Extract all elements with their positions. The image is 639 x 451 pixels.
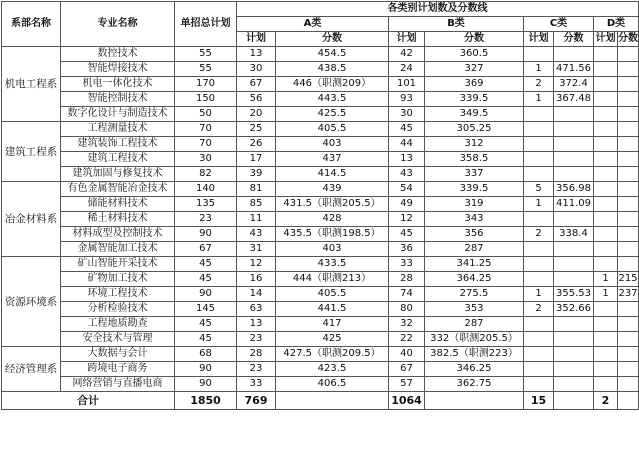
a-plan-cell: 12 [237,257,276,272]
table-row [2,332,639,347]
a-plan-cell: 17 [237,152,276,167]
b-plan-cell: 28 [389,272,425,287]
b-score-cell: 369 [425,77,524,92]
header-plan-total: 单招总计划 [175,2,237,47]
table-row [2,107,639,122]
d-score-cell [618,182,639,197]
d-score-cell [618,212,639,227]
d-score-cell [618,362,639,377]
d-score-cell [618,122,639,137]
d-score-cell [618,242,639,257]
table-row [2,47,639,62]
c-score-cell: 411.09 [554,197,594,212]
table-row [2,347,639,362]
c-score-cell [554,257,594,272]
c-plan-cell [524,272,554,287]
d-plan-cell [594,92,618,107]
b-score-cell: 341.25 [425,257,524,272]
major-cell: 储能材料技术 [61,197,175,212]
plan-total-cell: 90 [175,377,237,392]
d-score-cell [618,137,639,152]
major-cell: 分析检验技术 [61,302,175,317]
plan-total-cell: 90 [175,287,237,302]
total-plan: 1850 [175,392,237,410]
table-row [2,302,639,317]
c-score-cell [554,137,594,152]
a-score-cell: 433.5 [276,257,389,272]
b-plan-cell: 49 [389,197,425,212]
c-score-cell: 356.98 [554,182,594,197]
major-cell: 材料成型及控制技术 [61,227,175,242]
a-score-cell: 405.5 [276,287,389,302]
header-cat-b: B类 [389,17,524,32]
plan-total-cell: 140 [175,182,237,197]
d-score-cell [618,92,639,107]
c-plan-cell [524,122,554,137]
d-plan-cell [594,152,618,167]
table-row [2,377,639,392]
d-score-cell [618,62,639,77]
d-plan-cell: 1 [594,287,618,302]
c-score-cell [554,377,594,392]
b-score-cell: 364.25 [425,272,524,287]
d-plan-cell [594,167,618,182]
header-score: 分数 [276,32,389,47]
d-score-cell [618,347,639,362]
a-plan-cell: 26 [237,137,276,152]
major-cell: 智能焊接技术 [61,62,175,77]
b-plan-cell: 13 [389,152,425,167]
table-row [2,122,639,137]
plan-total-cell: 82 [175,167,237,182]
a-plan-cell: 28 [237,347,276,362]
d-plan-cell [594,257,618,272]
header-score: 分数 [554,32,594,47]
plan-total-cell: 45 [175,257,237,272]
dept-name-cell: 冶金材料系 [2,182,61,257]
b-plan-cell: 42 [389,47,425,62]
header-plan: 计划 [524,32,554,47]
b-plan-cell: 12 [389,212,425,227]
total-label: 合计 [2,392,175,410]
a-plan-cell: 13 [237,47,276,62]
a-score-cell: 438.5 [276,62,389,77]
b-plan-cell: 54 [389,182,425,197]
plan-total-cell: 135 [175,197,237,212]
a-plan-cell: 33 [237,377,276,392]
table-row [2,287,639,302]
c-score-cell: 372.4 [554,77,594,92]
d-plan-cell [594,62,618,77]
table-row [2,62,639,77]
header-plan: 计划 [389,32,425,47]
c-plan-cell [524,212,554,227]
plan-total-cell: 55 [175,47,237,62]
b-plan-cell: 33 [389,257,425,272]
d-plan-cell [594,197,618,212]
plan-total-cell: 145 [175,302,237,317]
c-plan-cell [524,47,554,62]
b-score-cell: 339.5 [425,92,524,107]
c-plan-cell: 1 [524,62,554,77]
plan-total-cell: 150 [175,92,237,107]
a-plan-cell: 81 [237,182,276,197]
table-row [2,257,639,272]
a-score-cell: 403 [276,137,389,152]
d-score-cell [618,257,639,272]
a-plan-cell: 20 [237,107,276,122]
c-score-cell: 352.66 [554,302,594,317]
a-score-cell: 427.5（职测209.5） [276,347,389,362]
a-plan-cell: 14 [237,287,276,302]
header-plan: 计划 [594,32,618,47]
b-score-cell: 356 [425,227,524,242]
c-score-cell [554,332,594,347]
a-plan-cell: 43 [237,227,276,242]
b-score-cell: 287 [425,242,524,257]
c-plan-cell [524,137,554,152]
b-score-cell: 349.5 [425,107,524,122]
major-cell: 稀土材料技术 [61,212,175,227]
a-score-cell: 443.5 [276,92,389,107]
a-score-cell: 446（职测209） [276,77,389,92]
b-score-cell: 343 [425,212,524,227]
plan-total-cell: 45 [175,332,237,347]
major-cell: 矿物加工技术 [61,272,175,287]
a-plan-cell: 56 [237,92,276,107]
c-plan-cell [524,332,554,347]
admission-plan-table [1,1,639,410]
total-d-score [618,392,639,410]
plan-total-cell: 50 [175,107,237,122]
major-cell: 工程地质勘查 [61,317,175,332]
b-score-cell: 305.25 [425,122,524,137]
table-row [2,227,639,242]
d-score-cell [618,77,639,92]
a-score-cell: 454.5 [276,47,389,62]
dept-name-cell: 资源环境系 [2,257,61,347]
dept-name-cell: 建筑工程系 [2,122,61,182]
d-plan-cell [594,347,618,362]
header-cat-d: D类 [594,17,639,32]
major-cell: 机电一体化技术 [61,77,175,92]
a-score-cell: 431.5（职测205.5） [276,197,389,212]
d-score-cell [618,107,639,122]
d-score-cell [618,167,639,182]
a-score-cell: 405.5 [276,122,389,137]
major-cell: 跨境电子商务 [61,362,175,377]
d-plan-cell [594,242,618,257]
d-score-cell [618,197,639,212]
total-c-plan: 15 [524,392,554,410]
b-score-cell: 337 [425,167,524,182]
b-plan-cell: 44 [389,137,425,152]
c-plan-cell [524,362,554,377]
major-cell: 环境工程技术 [61,287,175,302]
c-plan-cell: 1 [524,92,554,107]
header-group-title: 各类别计划数及分数线 [237,2,639,17]
c-score-cell [554,47,594,62]
d-plan-cell [594,227,618,242]
c-plan-cell [524,317,554,332]
a-score-cell: 423.5 [276,362,389,377]
header-plan: 计划 [237,32,276,47]
d-plan-cell [594,107,618,122]
major-cell: 建筑工程技术 [61,152,175,167]
table-row [2,362,639,377]
a-plan-cell: 13 [237,317,276,332]
dept-name-cell: 经济管理系 [2,347,61,392]
total-b-score [425,392,524,410]
b-plan-cell: 43 [389,167,425,182]
b-plan-cell: 74 [389,287,425,302]
major-cell: 数控技术 [61,47,175,62]
major-cell: 网络营销与直播电商 [61,377,175,392]
a-score-cell: 414.5 [276,167,389,182]
c-plan-cell [524,377,554,392]
b-plan-cell: 22 [389,332,425,347]
a-plan-cell: 16 [237,272,276,287]
d-score-cell [618,332,639,347]
d-score-cell: 215 [618,272,639,287]
d-score-cell [618,377,639,392]
plan-total-cell: 170 [175,77,237,92]
plan-total-cell: 70 [175,137,237,152]
b-plan-cell: 36 [389,242,425,257]
b-plan-cell: 80 [389,302,425,317]
plan-total-cell: 67 [175,242,237,257]
b-score-cell: 332（职测205.5） [425,332,524,347]
a-plan-cell: 31 [237,242,276,257]
table-row [2,317,639,332]
major-cell: 矿山智能开采技术 [61,257,175,272]
d-plan-cell [594,212,618,227]
table-row [2,167,639,182]
table-row [2,77,639,92]
table-row [2,212,639,227]
c-score-cell: 355.53 [554,287,594,302]
plan-total-cell: 90 [175,227,237,242]
b-score-cell: 362.75 [425,377,524,392]
major-cell: 工程测量技术 [61,122,175,137]
d-plan-cell [594,122,618,137]
a-score-cell: 437 [276,152,389,167]
d-plan-cell: 1 [594,272,618,287]
b-score-cell: 275.5 [425,287,524,302]
b-plan-cell: 30 [389,107,425,122]
major-cell: 有色金属智能冶金技术 [61,182,175,197]
dept-name-cell: 机电工程系 [2,47,61,122]
plan-total-cell: 70 [175,122,237,137]
a-plan-cell: 30 [237,62,276,77]
a-plan-cell: 25 [237,122,276,137]
c-score-cell: 367.48 [554,92,594,107]
a-plan-cell: 39 [237,167,276,182]
d-score-cell [618,302,639,317]
b-score-cell: 353 [425,302,524,317]
c-score-cell [554,212,594,227]
b-plan-cell: 40 [389,347,425,362]
total-c-score [554,392,594,410]
d-plan-cell [594,302,618,317]
c-plan-cell: 2 [524,77,554,92]
b-score-cell: 312 [425,137,524,152]
d-score-cell: 237 [618,287,639,302]
a-score-cell: 439 [276,182,389,197]
d-plan-cell [594,377,618,392]
c-plan-cell: 2 [524,227,554,242]
header-score: 分数 [425,32,524,47]
plan-total-cell: 23 [175,212,237,227]
header-dept: 系部名称 [2,2,61,47]
b-score-cell: 346.25 [425,362,524,377]
b-plan-cell: 93 [389,92,425,107]
plan-total-cell: 90 [175,362,237,377]
d-score-cell [618,227,639,242]
plan-total-cell: 45 [175,272,237,287]
c-score-cell [554,152,594,167]
b-plan-cell: 32 [389,317,425,332]
c-plan-cell [524,152,554,167]
b-score-cell: 287 [425,317,524,332]
c-plan-cell: 1 [524,197,554,212]
plan-total-cell: 68 [175,347,237,362]
d-score-cell [618,152,639,167]
table-row [2,92,639,107]
d-score-cell [618,47,639,62]
c-score-cell [554,317,594,332]
c-score-cell: 338.4 [554,227,594,242]
d-plan-cell [594,317,618,332]
table-row [2,197,639,212]
a-plan-cell: 11 [237,212,276,227]
d-plan-cell [594,137,618,152]
c-score-cell [554,107,594,122]
b-plan-cell: 24 [389,62,425,77]
total-a-plan: 769 [237,392,276,410]
c-score-cell: 471.56 [554,62,594,77]
d-plan-cell [594,362,618,377]
b-plan-cell: 101 [389,77,425,92]
b-score-cell: 327 [425,62,524,77]
total-a-score [276,392,389,410]
plan-total-cell: 45 [175,317,237,332]
b-score-cell: 358.5 [425,152,524,167]
major-cell: 大数据与会计 [61,347,175,362]
b-score-cell: 319 [425,197,524,212]
d-score-cell [618,317,639,332]
major-cell: 金属智能加工技术 [61,242,175,257]
table-row [2,242,639,257]
a-score-cell: 441.5 [276,302,389,317]
total-b-plan: 1064 [389,392,425,410]
b-score-cell: 360.5 [425,47,524,62]
a-score-cell: 417 [276,317,389,332]
a-plan-cell: 63 [237,302,276,317]
table-row [2,182,639,197]
c-score-cell [554,122,594,137]
c-plan-cell [524,257,554,272]
a-score-cell: 435.5（职测198.5） [276,227,389,242]
c-score-cell [554,272,594,287]
plan-total-cell: 55 [175,62,237,77]
header-major: 专业名称 [61,2,175,47]
a-score-cell: 403 [276,242,389,257]
major-cell: 建筑加固与修复技术 [61,167,175,182]
table-row [2,272,639,287]
plan-total-cell: 30 [175,152,237,167]
c-plan-cell [524,242,554,257]
a-score-cell: 425 [276,332,389,347]
a-plan-cell: 85 [237,197,276,212]
c-plan-cell [524,347,554,362]
c-score-cell [554,347,594,362]
major-cell: 数字化设计与制造技术 [61,107,175,122]
table-body [2,47,639,392]
c-plan-cell: 2 [524,302,554,317]
c-score-cell [554,362,594,377]
a-score-cell: 428 [276,212,389,227]
total-row [2,392,639,410]
d-plan-cell [594,332,618,347]
major-cell: 建筑装饰工程技术 [61,137,175,152]
c-plan-cell [524,167,554,182]
b-score-cell: 382.5（职测223） [425,347,524,362]
header-cat-a: A类 [237,17,389,32]
header-cat-c: C类 [524,17,594,32]
c-score-cell [554,167,594,182]
c-plan-cell: 5 [524,182,554,197]
d-plan-cell [594,77,618,92]
b-score-cell: 339.5 [425,182,524,197]
a-plan-cell: 67 [237,77,276,92]
table-row [2,152,639,167]
d-plan-cell [594,47,618,62]
header-score: 分数 [618,32,639,47]
major-cell: 安全技术与管理 [61,332,175,347]
a-score-cell: 406.5 [276,377,389,392]
a-score-cell: 444（职测213） [276,272,389,287]
a-score-cell: 425.5 [276,107,389,122]
a-plan-cell: 23 [237,362,276,377]
c-plan-cell [524,107,554,122]
total-d-plan: 2 [594,392,618,410]
b-plan-cell: 45 [389,122,425,137]
b-plan-cell: 45 [389,227,425,242]
major-cell: 智能控制技术 [61,92,175,107]
table-row [2,137,639,152]
b-plan-cell: 67 [389,362,425,377]
c-score-cell [554,242,594,257]
c-plan-cell: 1 [524,287,554,302]
b-plan-cell: 57 [389,377,425,392]
d-plan-cell [594,182,618,197]
a-plan-cell: 23 [237,332,276,347]
